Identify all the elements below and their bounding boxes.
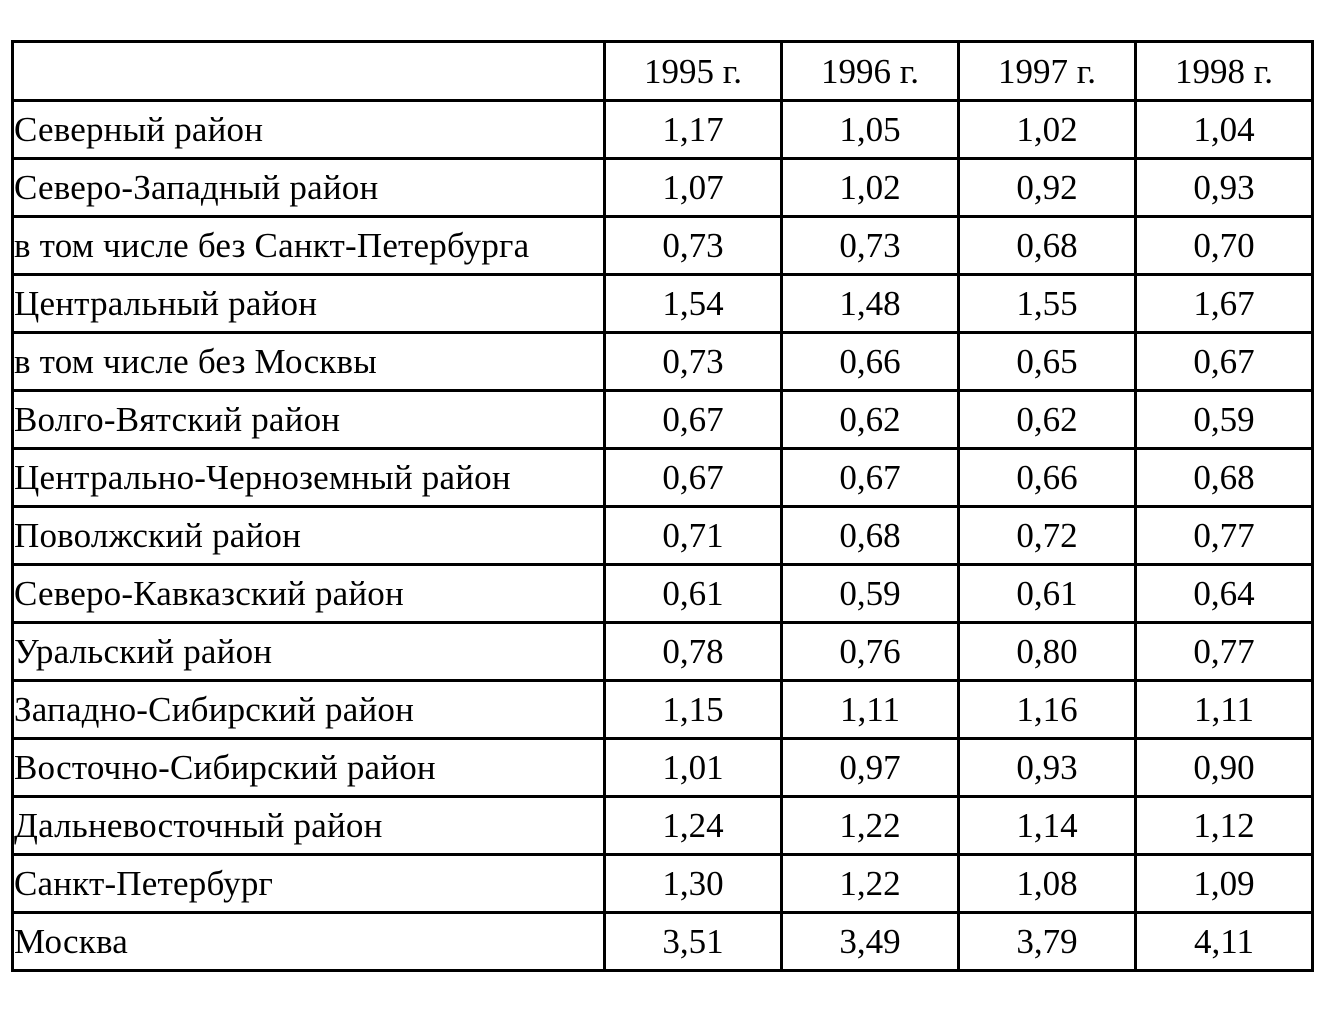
- header-year-1995: 1995 г.: [605, 42, 782, 101]
- value-cell: 1,17: [605, 101, 782, 159]
- value-cell: 0,93: [1136, 159, 1313, 217]
- table-row: [13, 391, 1313, 449]
- row-label: Центральный район: [13, 275, 605, 333]
- value-cell: 0,67: [605, 449, 782, 507]
- value-cell: 1,54: [605, 275, 782, 333]
- value-cell: 0,78: [605, 623, 782, 681]
- value-cell: 0,62: [959, 391, 1136, 449]
- value-cell: 0,66: [959, 449, 1136, 507]
- value-cell: 0,71: [605, 507, 782, 565]
- row-label: Санкт-Петербург: [13, 855, 605, 913]
- row-label: Москва: [13, 913, 605, 971]
- value-cell: 1,07: [605, 159, 782, 217]
- value-cell: 0,80: [959, 623, 1136, 681]
- table-row: [13, 623, 1313, 681]
- header-row: [13, 42, 1313, 101]
- value-cell: 1,22: [782, 855, 959, 913]
- value-cell: 0,65: [959, 333, 1136, 391]
- table-row: [13, 913, 1313, 971]
- table-row: [13, 739, 1313, 797]
- value-cell: 0,68: [1136, 449, 1313, 507]
- row-label: Дальневосточный район: [13, 797, 605, 855]
- row-label: Уральский район: [13, 623, 605, 681]
- header-year-1996: 1996 г.: [782, 42, 959, 101]
- table-row: [13, 449, 1313, 507]
- value-cell: 0,73: [605, 333, 782, 391]
- value-cell: 0,68: [959, 217, 1136, 275]
- value-cell: 0,93: [959, 739, 1136, 797]
- table-row: [13, 681, 1313, 739]
- table-row: [13, 333, 1313, 391]
- value-cell: 1,02: [959, 101, 1136, 159]
- row-label: Северо-Западный район: [13, 159, 605, 217]
- table-row: [13, 217, 1313, 275]
- row-label: Центрально-Черноземный район: [13, 449, 605, 507]
- row-label: Волго-Вятский район: [13, 391, 605, 449]
- row-label: Северный район: [13, 101, 605, 159]
- value-cell: 1,30: [605, 855, 782, 913]
- value-cell: 0,68: [782, 507, 959, 565]
- value-cell: 0,67: [1136, 333, 1313, 391]
- value-cell: 0,73: [605, 217, 782, 275]
- value-cell: 1,09: [1136, 855, 1313, 913]
- value-cell: 1,04: [1136, 101, 1313, 159]
- value-cell: 4,11: [1136, 913, 1313, 971]
- table-row: [13, 159, 1313, 217]
- value-cell: 1,11: [782, 681, 959, 739]
- table-body: [13, 101, 1313, 971]
- row-label: в том числе без Санкт-Петербурга: [13, 217, 605, 275]
- value-cell: 0,73: [782, 217, 959, 275]
- row-label: Восточно-Сибирский район: [13, 739, 605, 797]
- table-row: [13, 101, 1313, 159]
- table-row: [13, 275, 1313, 333]
- value-cell: 0,92: [959, 159, 1136, 217]
- value-cell: 0,77: [1136, 623, 1313, 681]
- header-year-1997: 1997 г.: [959, 42, 1136, 101]
- row-label: Западно-Сибирский район: [13, 681, 605, 739]
- value-cell: 1,11: [1136, 681, 1313, 739]
- value-cell: 1,22: [782, 797, 959, 855]
- value-cell: 0,66: [782, 333, 959, 391]
- row-label: в том числе без Москвы: [13, 333, 605, 391]
- value-cell: 0,97: [782, 739, 959, 797]
- value-cell: 1,55: [959, 275, 1136, 333]
- value-cell: 1,02: [782, 159, 959, 217]
- table-row: [13, 565, 1313, 623]
- value-cell: 0,59: [1136, 391, 1313, 449]
- value-cell: 1,01: [605, 739, 782, 797]
- value-cell: 0,76: [782, 623, 959, 681]
- table-header: [13, 42, 1313, 101]
- table-row: [13, 855, 1313, 913]
- value-cell: 0,67: [605, 391, 782, 449]
- value-cell: 0,61: [959, 565, 1136, 623]
- value-cell: 1,24: [605, 797, 782, 855]
- header-year-1998: 1998 г.: [1136, 42, 1313, 101]
- value-cell: 0,59: [782, 565, 959, 623]
- value-cell: 1,15: [605, 681, 782, 739]
- header-corner-cell: [13, 42, 605, 101]
- table-row: [13, 797, 1313, 855]
- value-cell: 1,08: [959, 855, 1136, 913]
- value-cell: 0,77: [1136, 507, 1313, 565]
- value-cell: 1,67: [1136, 275, 1313, 333]
- value-cell: 0,67: [782, 449, 959, 507]
- value-cell: 0,90: [1136, 739, 1313, 797]
- value-cell: 1,48: [782, 275, 959, 333]
- value-cell: 0,62: [782, 391, 959, 449]
- value-cell: 0,72: [959, 507, 1136, 565]
- row-label: Северо-Кавказский район: [13, 565, 605, 623]
- value-cell: 0,70: [1136, 217, 1313, 275]
- value-cell: 3,51: [605, 913, 782, 971]
- value-cell: 3,49: [782, 913, 959, 971]
- row-label: Поволжский район: [13, 507, 605, 565]
- value-cell: 1,05: [782, 101, 959, 159]
- table-row: [13, 507, 1313, 565]
- value-cell: 3,79: [959, 913, 1136, 971]
- value-cell: 0,61: [605, 565, 782, 623]
- value-cell: 0,64: [1136, 565, 1313, 623]
- value-cell: 1,14: [959, 797, 1136, 855]
- value-cell: 1,12: [1136, 797, 1313, 855]
- data-table: [11, 40, 1314, 972]
- value-cell: 1,16: [959, 681, 1136, 739]
